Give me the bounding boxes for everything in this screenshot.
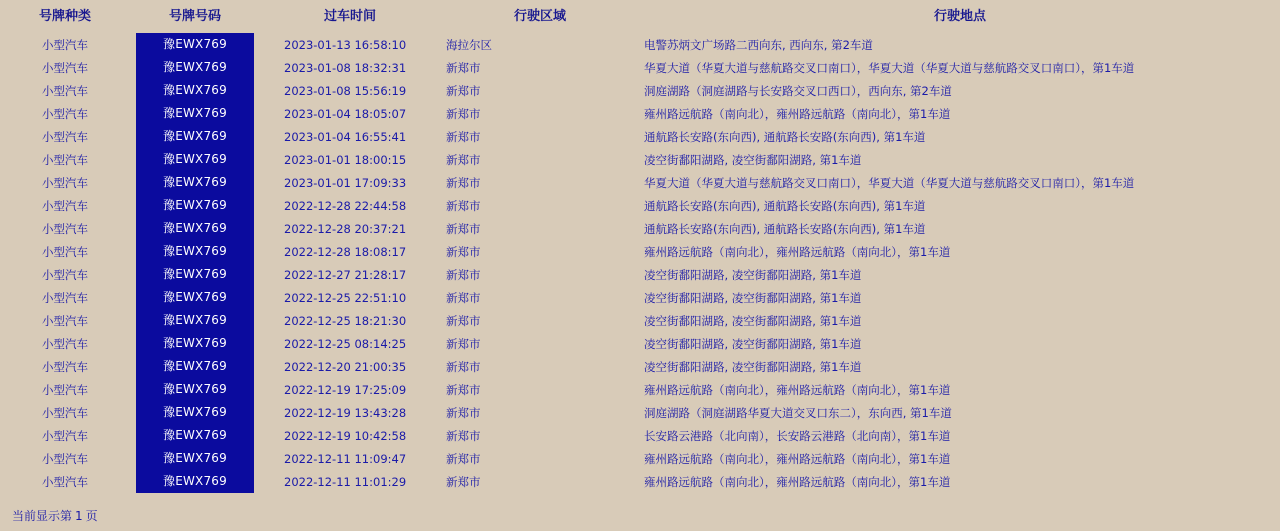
cell-plate-number [130, 194, 260, 217]
cell-location: 雍州路远航路（南向北），雍州路远航路（南向北），第1车道 [644, 106, 951, 121]
cell-plate-type: 小型汽车 [42, 60, 88, 75]
cell-plate-type: 小型汽车 [42, 313, 88, 328]
column-header-area [440, 0, 640, 33]
cell-plate-type: 小型汽车 [42, 221, 88, 236]
cell-location: 雍州路远航路（南向北），雍州路远航路（南向北），第1车道 [644, 451, 951, 466]
cell-pass-time: 2022-12-27 21:28:17 [284, 267, 407, 282]
cell-area: 新郑市 [446, 405, 481, 420]
table-row[interactable] [0, 332, 1280, 355]
table-row[interactable] [0, 56, 1280, 79]
table-row[interactable] [0, 217, 1280, 240]
cell-area: 新郑市 [446, 336, 481, 351]
cell-plate-type: 小型汽车 [42, 198, 88, 213]
cell-pass-time: 2023-01-13 16:58:10 [284, 37, 407, 52]
cell-plate-number [130, 470, 260, 493]
plate-badge[interactable]: 豫EWX769 [136, 401, 254, 424]
cell-location: 凌空街鄱阳湖路, 凌空街鄱阳湖路, 第1车道 [644, 290, 862, 305]
table-row[interactable] [0, 447, 1280, 470]
cell-location: 凌空街鄱阳湖路, 凌空街鄱阳湖路, 第1车道 [644, 359, 862, 374]
table-row[interactable] [0, 401, 1280, 424]
column-header-area-label: 行驶区域 [513, 9, 566, 24]
table-row[interactable] [0, 33, 1280, 56]
cell-plate-type: 小型汽车 [42, 106, 88, 121]
table-row[interactable] [0, 125, 1280, 148]
cell-plate-number [130, 33, 260, 56]
cell-pass-time: 2023-01-08 18:32:31 [284, 60, 407, 75]
cell-plate-type: 小型汽车 [42, 152, 88, 167]
cell-location: 华夏大道（华夏大道与慈航路交叉口南口），华夏大道（华夏大道与慈航路交叉口南口），第1车道 [644, 175, 1135, 190]
plate-badge[interactable]: 豫EWX769 [136, 286, 254, 309]
cell-plate-number [130, 125, 260, 148]
cell-plate-number [130, 401, 260, 424]
cell-pass-time: 2022-12-11 11:09:47 [284, 451, 407, 466]
cell-plate-type: 小型汽车 [42, 428, 88, 443]
cell-pass-time: 2022-12-25 22:51:10 [284, 290, 407, 305]
cell-location: 华夏大道（华夏大道与慈航路交叉口南口），华夏大道（华夏大道与慈航路交叉口南口），第1车道 [644, 60, 1135, 75]
cell-plate-type: 小型汽车 [42, 359, 88, 374]
cell-plate-type: 小型汽车 [42, 290, 88, 305]
plate-badge[interactable]: 豫EWX769 [136, 355, 254, 378]
plate-badge[interactable]: 豫EWX769 [136, 125, 254, 148]
column-header-plate-type [0, 0, 130, 33]
cell-area: 新郑市 [446, 313, 481, 328]
cell-pass-time: 2022-12-25 08:14:25 [284, 336, 407, 351]
cell-plate-number [130, 332, 260, 355]
cell-area: 新郑市 [446, 60, 481, 75]
table-row[interactable] [0, 355, 1280, 378]
cell-location: 通航路长安路(东向西), 通航路长安路(东向西), 第1车道 [644, 129, 926, 144]
cell-plate-number [130, 240, 260, 263]
cell-pass-time: 2022-12-20 21:00:35 [284, 359, 407, 374]
cell-location: 凌空街鄱阳湖路, 凌空街鄱阳湖路, 第1车道 [644, 313, 862, 328]
cell-area: 新郑市 [446, 474, 481, 489]
cell-plate-type: 小型汽车 [42, 83, 88, 98]
cell-area: 新郑市 [446, 175, 481, 190]
cell-plate-number [130, 263, 260, 286]
cell-location: 洞庭湖路（洞庭湖路华夏大道交叉口东二），东向西, 第1车道 [644, 405, 952, 420]
plate-badge[interactable]: 豫EWX769 [136, 309, 254, 332]
column-header-plate-type-label: 号牌种类 [38, 9, 91, 24]
cell-area: 新郑市 [446, 382, 481, 397]
plate-badge[interactable]: 豫EWX769 [136, 424, 254, 447]
cell-area: 新郑市 [446, 106, 481, 121]
cell-plate-number [130, 148, 260, 171]
cell-plate-number [130, 355, 260, 378]
cell-plate-type: 小型汽车 [42, 129, 88, 144]
cell-location: 长安路云港路（北向南），长安路云港路（北向南），第1车道 [644, 428, 951, 443]
cell-location: 雍州路远航路（南向北），雍州路远航路（南向北），第1车道 [644, 244, 951, 259]
table-row[interactable] [0, 240, 1280, 263]
cell-pass-time: 2023-01-04 16:55:41 [284, 129, 407, 144]
plate-badge[interactable]: 豫EWX769 [136, 240, 254, 263]
cell-pass-time: 2022-12-19 13:43:28 [284, 405, 407, 420]
pagination-current-page: 1 [75, 509, 83, 523]
pagination-prefix-label: 当前显示第 [12, 509, 73, 523]
cell-pass-time: 2023-01-01 18:00:15 [284, 152, 407, 167]
cell-pass-time: 2022-12-25 18:21:30 [284, 313, 407, 328]
plate-badge[interactable]: 豫EWX769 [136, 79, 254, 102]
plate-badge[interactable]: 豫EWX769 [136, 447, 254, 470]
cell-plate-type: 小型汽车 [42, 405, 88, 420]
cell-area: 新郑市 [446, 451, 481, 466]
column-header-location [640, 0, 1280, 33]
cell-plate-type: 小型汽车 [42, 244, 88, 259]
cell-plate-number [130, 171, 260, 194]
table-row[interactable] [0, 194, 1280, 217]
cell-pass-time: 2022-12-19 17:25:09 [284, 382, 407, 397]
cell-area: 新郑市 [446, 244, 481, 259]
cell-plate-number [130, 79, 260, 102]
cell-pass-time: 2023-01-08 15:56:19 [284, 83, 407, 98]
plate-badge[interactable]: 豫EWX769 [136, 470, 254, 493]
table-row[interactable] [0, 286, 1280, 309]
cell-plate-number [130, 217, 260, 240]
cell-plate-number [130, 378, 260, 401]
cell-pass-time: 2022-12-19 10:42:58 [284, 428, 407, 443]
cell-area: 新郑市 [446, 267, 481, 282]
cell-location: 凌空街鄱阳湖路, 凌空街鄱阳湖路, 第1车道 [644, 336, 862, 351]
cell-location: 凌空街鄱阳湖路, 凌空街鄱阳湖路, 第1车道 [644, 152, 862, 167]
cell-area: 新郑市 [446, 83, 481, 98]
cell-location: 雍州路远航路（南向北），雍州路远航路（南向北），第1车道 [644, 382, 951, 397]
cell-plate-type: 小型汽车 [42, 37, 88, 52]
cell-location: 雍州路远航路（南向北），雍州路远航路（南向北），第1车道 [644, 474, 951, 489]
cell-location: 凌空街鄱阳湖路, 凌空街鄱阳湖路, 第1车道 [644, 267, 862, 282]
plate-badge[interactable]: 豫EWX769 [136, 102, 254, 125]
cell-plate-type: 小型汽车 [42, 175, 88, 190]
cell-pass-time: 2022-12-28 22:44:58 [284, 198, 407, 213]
plate-badge[interactable]: 豫EWX769 [136, 378, 254, 401]
cell-plate-type: 小型汽车 [42, 474, 88, 489]
cell-area: 新郑市 [446, 152, 481, 167]
plate-badge[interactable]: 豫EWX769 [136, 263, 254, 286]
cell-pass-time: 2022-12-28 18:08:17 [284, 244, 407, 259]
cell-area: 新郑市 [446, 359, 481, 374]
cell-plate-type: 小型汽车 [42, 382, 88, 397]
table-row[interactable] [0, 424, 1280, 447]
plate-badge[interactable]: 豫EWX769 [136, 56, 254, 79]
column-header-location-label: 行驶地点 [933, 9, 986, 24]
table-row[interactable] [0, 309, 1280, 332]
plate-badge[interactable]: 豫EWX769 [136, 33, 254, 56]
cell-plate-number [130, 102, 260, 125]
cell-plate-type: 小型汽车 [42, 267, 88, 282]
cell-area: 新郑市 [446, 198, 481, 213]
cell-plate-number [130, 424, 260, 447]
cell-plate-type: 小型汽车 [42, 451, 88, 466]
cell-plate-number [130, 447, 260, 470]
plate-badge[interactable]: 豫EWX769 [136, 148, 254, 171]
cell-plate-number [130, 286, 260, 309]
table-row[interactable] [0, 470, 1280, 493]
plate-badge[interactable]: 豫EWX769 [136, 194, 254, 217]
cell-location: 通航路长安路(东向西), 通航路长安路(东向西), 第1车道 [644, 198, 926, 213]
pagination-footer [0, 507, 1280, 524]
table-row[interactable] [0, 263, 1280, 286]
column-header-pass-time [260, 0, 440, 33]
cell-area: 新郑市 [446, 428, 481, 443]
plate-badge[interactable]: 豫EWX769 [136, 217, 254, 240]
table-body [0, 33, 1280, 493]
cell-plate-number [130, 309, 260, 332]
table-row[interactable] [0, 378, 1280, 401]
table-row[interactable] [0, 102, 1280, 125]
cell-area: 新郑市 [446, 221, 481, 236]
cell-location: 通航路长安路(东向西), 通航路长安路(东向西), 第1车道 [644, 221, 926, 236]
cell-plate-type: 小型汽车 [42, 336, 88, 351]
cell-pass-time: 2023-01-01 17:09:33 [284, 175, 407, 190]
cell-plate-number [130, 56, 260, 79]
cell-area: 新郑市 [446, 290, 481, 305]
cell-location: 电警苏炳文广场路二西向东, 西向东, 第2车道 [644, 37, 873, 52]
cell-pass-time: 2022-12-11 11:01:29 [284, 474, 407, 489]
pagination-suffix-label: 页 [85, 509, 98, 523]
plate-badge[interactable]: 豫EWX769 [136, 171, 254, 194]
table-row[interactable] [0, 79, 1280, 102]
table-header-row [0, 0, 1280, 33]
cell-area: 新郑市 [446, 129, 481, 144]
column-header-plate-number [130, 0, 260, 33]
cell-area: 海拉尔区 [446, 37, 492, 52]
plate-badge[interactable]: 豫EWX769 [136, 332, 254, 355]
cell-pass-time: 2022-12-28 20:37:21 [284, 221, 407, 236]
table-row[interactable] [0, 148, 1280, 171]
cell-location: 洞庭湖路（洞庭湖路与长安路交叉口西口），西向东, 第2车道 [644, 83, 952, 98]
column-header-pass-time-label: 过车时间 [323, 9, 376, 24]
table-row[interactable] [0, 171, 1280, 194]
table-header [0, 0, 1280, 33]
column-header-plate-number-label: 号牌号码 [168, 9, 221, 24]
cell-pass-time: 2023-01-04 18:05:07 [284, 106, 407, 121]
